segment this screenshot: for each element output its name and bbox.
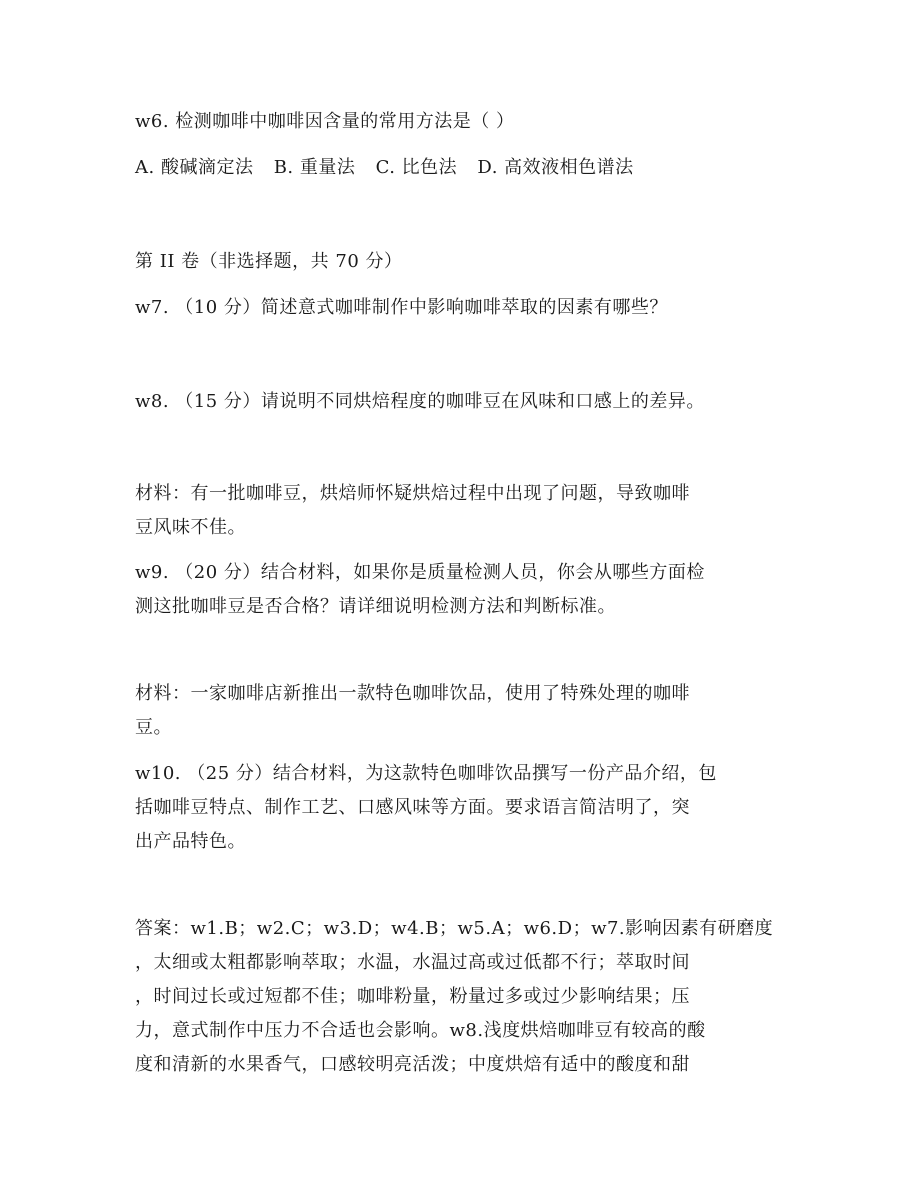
section-title: 第 II 卷（非选择题，共 70 分） xyxy=(135,251,403,272)
material-2-line-1: 材料：一家咖啡店新推出一款特色咖啡饮品，使用了特殊处理的咖啡 xyxy=(135,683,690,704)
option-c: C. 比色法 xyxy=(375,157,458,178)
option-b: B. 重量法 xyxy=(273,157,356,178)
question-8: w8. （15 分）请说明不同烘焙程度的咖啡豆在风味和口感上的差异。 xyxy=(135,391,705,412)
question-9-line-1: w9. （20 分）结合材料，如果你是质量检测人员，你会从哪些方面检 xyxy=(135,562,705,583)
answers-line-2: ，太细或太粗都影响萃取；水温，水温过高或过低都不行；萃取时间 xyxy=(135,952,690,973)
material-2-line-2: 豆。 xyxy=(135,717,172,738)
material-1-line-1: 材料：有一批咖啡豆，烘焙师怀疑烘焙过程中出现了问题，导致咖啡 xyxy=(135,483,690,504)
question-9-line-2: 测这批咖啡豆是否合格？请详细说明检测方法和判断标准。 xyxy=(135,596,616,617)
question-6-options xyxy=(135,156,648,180)
answers-line-5: 度和清新的水果香气，口感较明亮活泼；中度烘焙有适中的酸度和甜 xyxy=(135,1054,690,1075)
question-10-line-3: 出产品特色。 xyxy=(135,831,246,852)
option-a: A. 酸碱滴定法 xyxy=(135,157,254,178)
question-6-stem: w6. 检测咖啡中咖啡因含量的常用方法是（ ） xyxy=(135,111,515,132)
answers-line-4: 力，意式制作中压力不合适也会影响。w8.浅度烘焙咖啡豆有较高的酸 xyxy=(135,1020,706,1041)
question-10-line-2: 括咖啡豆特点、制作工艺、口感风味等方面。要求语言简洁明了，突 xyxy=(135,797,690,818)
material-1-line-2: 豆风味不佳。 xyxy=(135,517,246,538)
answers-line-1: 答案：w1.B；w2.C；w3.D；w4.B；w5.A；w6.D；w7.影响因素有研磨度 xyxy=(135,918,774,939)
answers-line-3: ，时间过长或过短都不佳；咖啡粉量，粉量过多或过少影响结果；压 xyxy=(135,986,690,1007)
option-d: D. 高效液相色谱法 xyxy=(477,157,634,178)
question-10-line-1: w10. （25 分）结合材料，为这款特色咖啡饮品撰写一份产品介绍，包 xyxy=(135,763,717,784)
question-7: w7. （10 分）简述意式咖啡制作中影响咖啡萃取的因素有哪些？ xyxy=(135,297,668,318)
